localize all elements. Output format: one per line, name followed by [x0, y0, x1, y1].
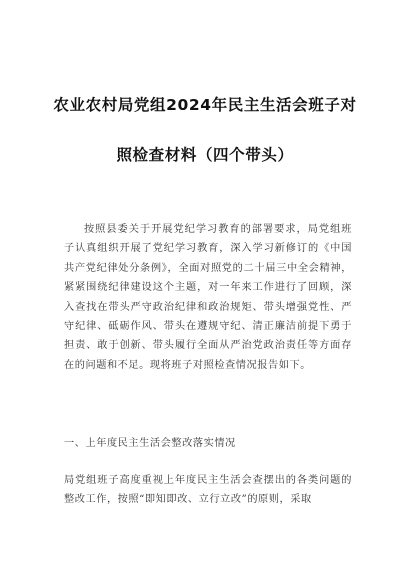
intro-paragraph: 按照县委关于开展党纪学习教育的部署要求，局党组班子认真组织开展了党纪学习教育，深入学习新修订的《中国共产党纪律处分条例》，全面对照党的二十届三中全会精神，紧紧围绕纪律建设这个主题，对一年来工作进行了回顾，深入查找在带头严守政治纪律和政治规矩、带头增强党性、严守纪律、砥砺作风、带头在遵规守纪、清正廉洁前提下勇于担责、敢于创新、带头履行全面从严治党政治责任等方面存在的问题和不足。现将班子对照检查情况报告如下。 — [64, 224, 352, 371]
document-title-line-1: 农业农村局党组2024年民主生活会班子对 — [53, 96, 357, 114]
document-title-line-2: 照检查材料（四个带头） — [116, 146, 294, 164]
section-1-paragraph: 局党组班子高度重视上年度民主生活会查摆出的各类问题的整改工作，按照“即知即改、立行立改”的原则，采取 — [64, 475, 352, 506]
section-heading-1: 一、上年度民主生活会整改落实情况 — [64, 438, 236, 449]
